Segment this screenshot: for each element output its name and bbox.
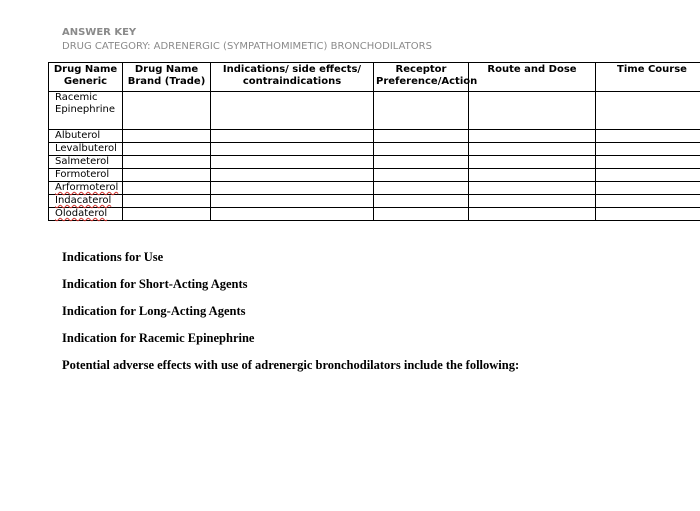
time-course-cell[interactable] [596,169,700,182]
table-row [49,156,700,169]
column-header-generic: Drug Name Generic [49,63,123,92]
receptor-cell[interactable] [374,92,469,130]
time-course-cell[interactable] [596,182,700,195]
receptor-cell[interactable] [374,182,469,195]
brand-name-cell[interactable] [123,156,211,169]
route-dose-cell[interactable] [469,182,596,195]
route-dose-cell[interactable] [469,92,596,130]
generic-name-cell[interactable]: Albuterol [49,130,123,143]
indications-cell[interactable] [211,169,374,182]
route-dose-cell[interactable] [469,208,596,221]
answer-key-label: ANSWER KEY [62,27,137,38]
section-heading-indications-for-use: Indications for Use [62,250,164,264]
generic-name-cell[interactable] [49,208,123,221]
table-row [49,143,700,156]
column-header-brand: Drug Name Brand (Trade) [123,63,211,92]
brand-name-cell[interactable] [123,208,211,221]
generic-name-cell[interactable]: Formoterol [49,169,123,182]
brand-name-cell[interactable] [123,130,211,143]
time-course-cell[interactable] [596,156,700,169]
spellcheck-flagged-text: Indacaterol [55,195,112,206]
column-header-indications: Indications/ side effects/ contraindications [211,63,374,92]
indications-cell[interactable] [211,143,374,156]
column-header-route-dose: Route and Dose [469,63,596,92]
indications-cell[interactable] [211,182,374,195]
route-dose-cell[interactable] [469,156,596,169]
generic-name-cell[interactable] [49,182,123,195]
table-row [49,169,700,182]
section-heading-adverse-effects: Potential adverse effects with use of adrenergic bronchodilators include the following: [62,358,520,372]
column-header-receptor: Receptor Preference/Action [374,63,469,92]
table-header-row [49,63,700,92]
indications-cell[interactable] [211,156,374,169]
brand-name-cell[interactable] [123,195,211,208]
brand-name-cell[interactable] [123,92,211,130]
time-course-cell[interactable] [596,208,700,221]
drug-table [48,62,700,221]
spellcheck-flagged-text: Olodaterol [55,208,108,219]
brand-name-cell[interactable] [123,143,211,156]
generic-name-cell[interactable]: Racemic Epinephrine [49,92,123,130]
time-course-cell[interactable] [596,195,700,208]
receptor-cell[interactable] [374,143,469,156]
table-row [49,182,700,195]
route-dose-cell[interactable] [469,143,596,156]
table-row [49,208,700,221]
indications-cell[interactable] [211,130,374,143]
brand-name-cell[interactable] [123,169,211,182]
generic-name-cell[interactable] [49,195,123,208]
document-header [62,26,432,54]
route-dose-cell[interactable] [469,169,596,182]
spellcheck-flagged-text: Arformoterol [55,182,119,193]
indications-cell[interactable] [211,195,374,208]
receptor-cell[interactable] [374,130,469,143]
time-course-cell[interactable] [596,130,700,143]
column-header-time-course: Time Course [596,63,700,92]
table-row [49,130,700,143]
indications-cell[interactable] [211,92,374,130]
generic-name-cell[interactable]: Levalbuterol [49,143,123,156]
time-course-cell[interactable] [596,143,700,156]
route-dose-cell[interactable] [469,130,596,143]
section-heading-racemic-epinephrine: Indication for Racemic Epinephrine [62,331,255,345]
section-heading-short-acting: Indication for Short-Acting Agents [62,277,248,291]
receptor-cell[interactable] [374,195,469,208]
table-row [49,92,700,130]
receptor-cell[interactable] [374,208,469,221]
brand-name-cell[interactable] [123,182,211,195]
drug-category-label: DRUG CATEGORY: ADRENERGIC (SYMPATHOMIMETIC) BRONCHODILATORS [62,41,432,52]
receptor-cell[interactable] [374,156,469,169]
generic-name-cell[interactable]: Salmeterol [49,156,123,169]
indications-cell[interactable] [211,208,374,221]
table-row [49,195,700,208]
route-dose-cell[interactable] [469,195,596,208]
section-heading-long-acting: Indication for Long-Acting Agents [62,304,246,318]
receptor-cell[interactable] [374,169,469,182]
time-course-cell[interactable] [596,92,700,130]
